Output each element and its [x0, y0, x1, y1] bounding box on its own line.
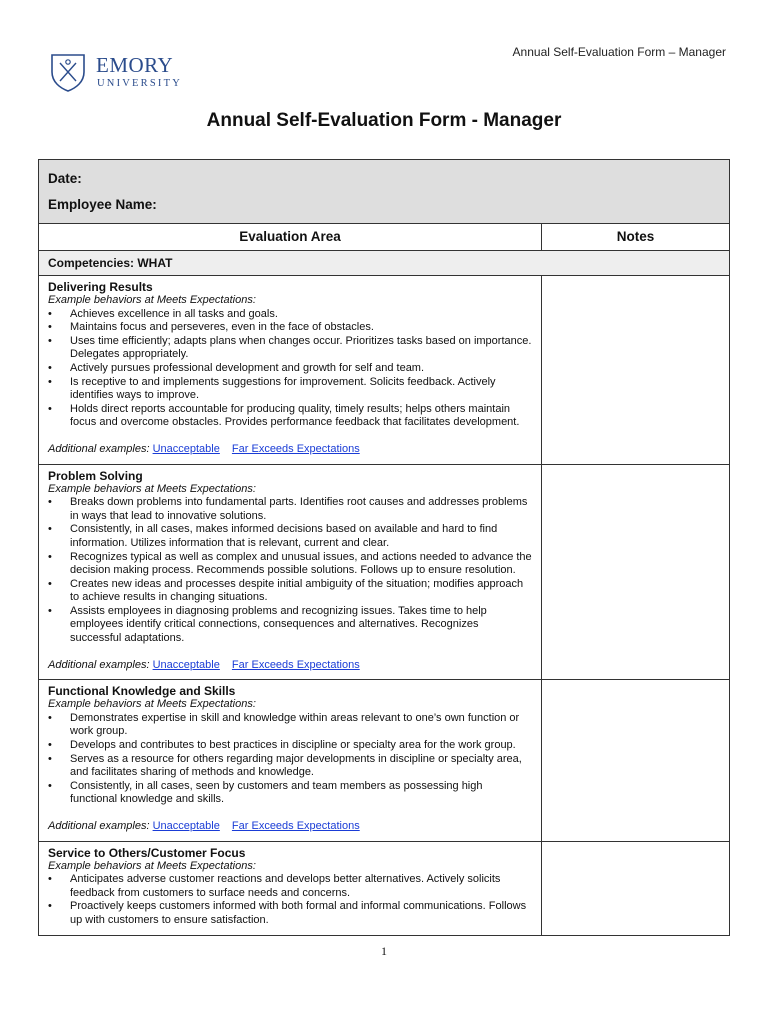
example-label: Example behaviors at Meets Expectations:	[48, 294, 256, 306]
behavior-item: • Holds direct reports accountable for producing quality, timely results; helps others maintain focus and overcome obstacles. Provides performance feedback that facilitates development.	[48, 403, 532, 430]
behavior-list	[48, 712, 532, 807]
behavior-item: • Anticipates adverse customer reactions and develops better alternatives. Actively solicits feedback from customers to surface needs and concerns.	[48, 873, 532, 900]
evaluation-form-table	[38, 159, 730, 936]
section-delivering-results	[39, 276, 730, 465]
unacceptable-link[interactable]: Unacceptable	[152, 658, 220, 671]
section-title: Delivering Results	[48, 280, 153, 294]
emory-shield-icon	[52, 55, 84, 91]
section-title: Service to Others/Customer Focus	[48, 845, 246, 860]
far-exceeds-expectations-link[interactable]: Far Exceeds Expectations	[231, 442, 360, 455]
unacceptable-link[interactable]: Unacceptable	[152, 820, 220, 832]
behavior-item: • Breaks down problems into fundamental parts. Identifies root causes and addresses problems in ways that lead to innovative solutions.	[48, 496, 532, 523]
notes-cell[interactable]	[542, 276, 730, 465]
additional-examples-label: Additional examples:	[48, 820, 150, 832]
column-header-notes: Notes	[542, 224, 730, 251]
behavior-item: • Consistently, in all cases, makes informed decisions based on available and hard to find information. Utilizes information that is relevant, current and clear.	[48, 523, 532, 550]
section-content	[39, 680, 542, 841]
behavior-item: • Serves as a resource for others regarding major developments in discipline or specialty area, and facilitates sharing of methods and knowledge.	[48, 753, 532, 780]
employee-name-label: Employee Name:	[48, 197, 157, 212]
example-label: Example behaviors at Meets Expectations:	[48, 698, 256, 711]
behavior-item: • Is receptive to and implements suggestions for improvement. Solicits feedback. Actively identifies ways to improve.	[48, 376, 532, 403]
behavior-item: • Consistently, in all cases, seen by customers and team members as possessing high functional knowledge and skills.	[48, 780, 532, 807]
far-exceeds-expectations-link[interactable]: Far Exceeds Expectations	[231, 658, 360, 671]
logo-subtitle: UNIVERSITY	[97, 78, 182, 89]
competencies-row	[39, 251, 730, 276]
additional-examples	[48, 443, 532, 457]
logo-name: EMORY	[96, 53, 174, 77]
additional-examples	[48, 659, 532, 673]
additional-examples-label: Additional examples:	[48, 442, 150, 455]
column-header-evaluation-area: Evaluation Area	[39, 224, 542, 251]
section-content	[39, 464, 542, 680]
behavior-item: • Actively pursues professional development and growth for self and team.	[48, 362, 532, 376]
behavior-item: • Assists employees in diagnosing problems and recognizing issues. Takes time to help employees identify critical connections, consequences and alternatives. Recognizes successful adaptations.	[48, 605, 532, 646]
notes-cell[interactable]	[542, 841, 730, 935]
section-content	[39, 841, 542, 935]
behavior-item: • Recognizes typical as well as complex and unusual issues, and actions needed to advance the decision making process. Recommends possible solutions. Follows up to ensure resolution.	[48, 551, 532, 578]
column-header-row	[39, 224, 730, 251]
competencies-label: Competencies: WHAT	[39, 251, 730, 276]
example-label: Example behaviors at Meets Expectations:	[48, 859, 256, 872]
additional-examples-label: Additional examples:	[48, 658, 150, 671]
behavior-item: • Maintains focus and perseveres, even in the face of obstacles.	[48, 321, 532, 335]
emory-university-logo	[50, 50, 190, 92]
behavior-list	[48, 496, 532, 646]
far-exceeds-expectations-link[interactable]: Far Exceeds Expectations	[231, 820, 360, 832]
section-title: Functional Knowledge and Skills	[48, 684, 236, 699]
additional-examples	[48, 820, 532, 834]
page-number: 1	[381, 944, 387, 958]
section-content	[39, 276, 542, 465]
behavior-item: • Demonstrates expertise in skill and knowledge within areas relevant to one’s own function or work group.	[48, 712, 532, 739]
date-label: Date:	[48, 171, 82, 186]
section-service-to-others	[39, 841, 730, 935]
header-document-title: Annual Self-Evaluation Form – Manager	[512, 45, 726, 59]
form-header-row	[39, 160, 730, 224]
behavior-item: • Achieves excellence in all tasks and goals.	[48, 308, 532, 322]
behavior-list	[48, 873, 532, 927]
example-label: Example behaviors at Meets Expectations:	[48, 482, 256, 495]
unacceptable-link[interactable]: Unacceptable	[152, 442, 220, 455]
page-title: Annual Self-Evaluation Form - Manager	[206, 110, 562, 131]
section-title: Problem Solving	[48, 468, 143, 483]
form-header-cell	[39, 160, 730, 224]
notes-cell[interactable]	[542, 680, 730, 841]
behavior-item: • Uses time efficiently; adapts plans when changes occur. Prioritizes tasks based on importance. Delegates appropriately.	[48, 335, 532, 362]
notes-cell[interactable]	[542, 464, 730, 680]
section-functional-knowledge	[39, 680, 730, 841]
behavior-item: • Develops and contributes to best practices in discipline or specialty area for the work group.	[48, 739, 532, 753]
behavior-item: • Creates new ideas and processes despite initial ambiguity of the situation; modifies approach to achieve results in changing situations.	[48, 578, 532, 605]
behavior-list	[48, 308, 532, 430]
section-problem-solving	[39, 464, 730, 680]
behavior-item: • Proactively keeps customers informed with both formal and informal communications. Follows up with customers to ensure satisfaction.	[48, 900, 532, 927]
